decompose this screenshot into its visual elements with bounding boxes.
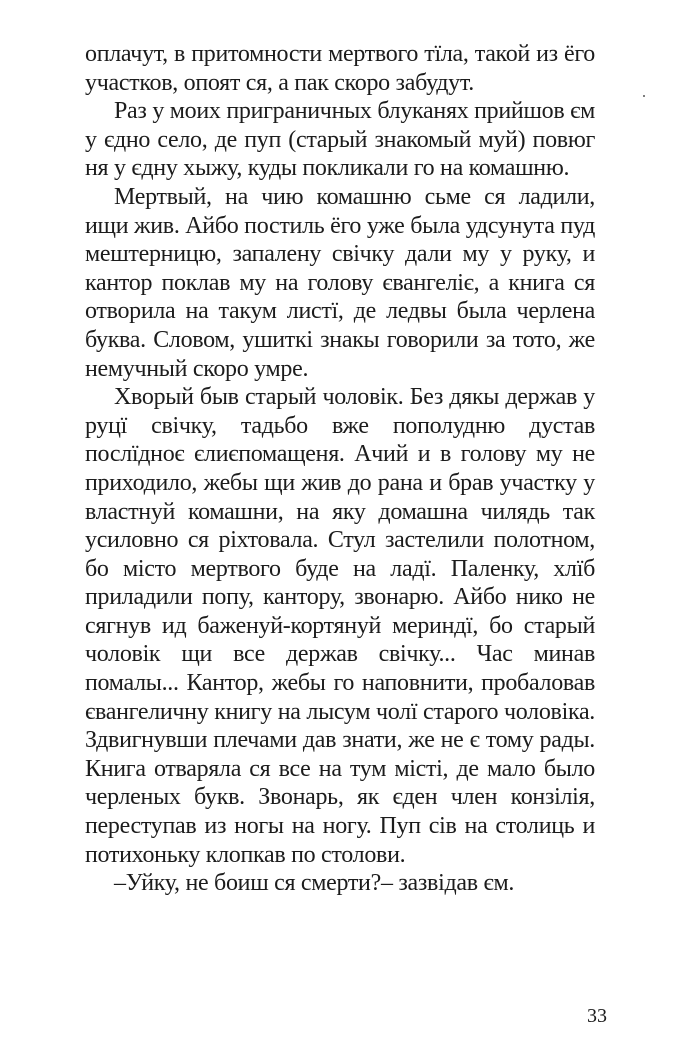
paragraph-village-visit: Раз у моих приграничных блуканях прийшов єм у єдно село, де пуп (старый знакомый муй) повюг ня у єдну хыжу, куды покликали го на комашню.: [85, 98, 595, 182]
scan-speck: [643, 95, 645, 97]
paragraph-dialogue: –Уйку, не боиш ся смерти?– зазвідав єм.: [114, 870, 515, 897]
paragraph-dying-man: Мертвый, на чию комашню сьме ся ладили, ищи жив. Айбо постиль ёго уже была удсунута пуд мештерницю, запалену свічку дали му у руку, и кантор поклав му на голову євангеліє, а книга ся отворила на такум листї, де ледвы была черлена буква. Словом, ушиткі знакы говорили за тото, же немучный скоро умре.: [85, 183, 595, 382]
body-text: [85, 40, 595, 898]
paragraph-continuation: оплачут, в притомности мертвого тїла, такой из ёго участков, опоят ся, а пак скоро забудут.: [85, 41, 595, 96]
paragraph-old-man: Хворый быв старый чоловік. Без дякы держав у руцї свічку, тадьбо вже пополудню дустав послїдноє єлиєпомащеня. Ачий и в голову му не приходило, жебы щи жив до рана и брав участку у властнуй комашни, на яку домашна чилядь так усиловно ся ріхтовала. Стул застелили полотном, бо місто мертвого буде на ладї. Паленку, хлїб приладили попу, кантору, звонарю. Айбо нико не сягнув ид баженуй-кортянуй мериндї, бо старый чоловік щи все держав свічку... Час минав помалы... Кантор, жебы го наповнити, пробаловав євангеличну книгу на лысум чолї старого чоловіка. Здвигнувши плечами дав знати, же не є тому рады. Книга отваряла ся все на тум місті, де мало было черленых букв. Звонарь, як єден член конзілія, переступав из ногы на ногу. Пуп сів на столиць и потихоньку клопкав по столови.: [85, 384, 595, 868]
page-number: 33: [587, 1005, 607, 1027]
